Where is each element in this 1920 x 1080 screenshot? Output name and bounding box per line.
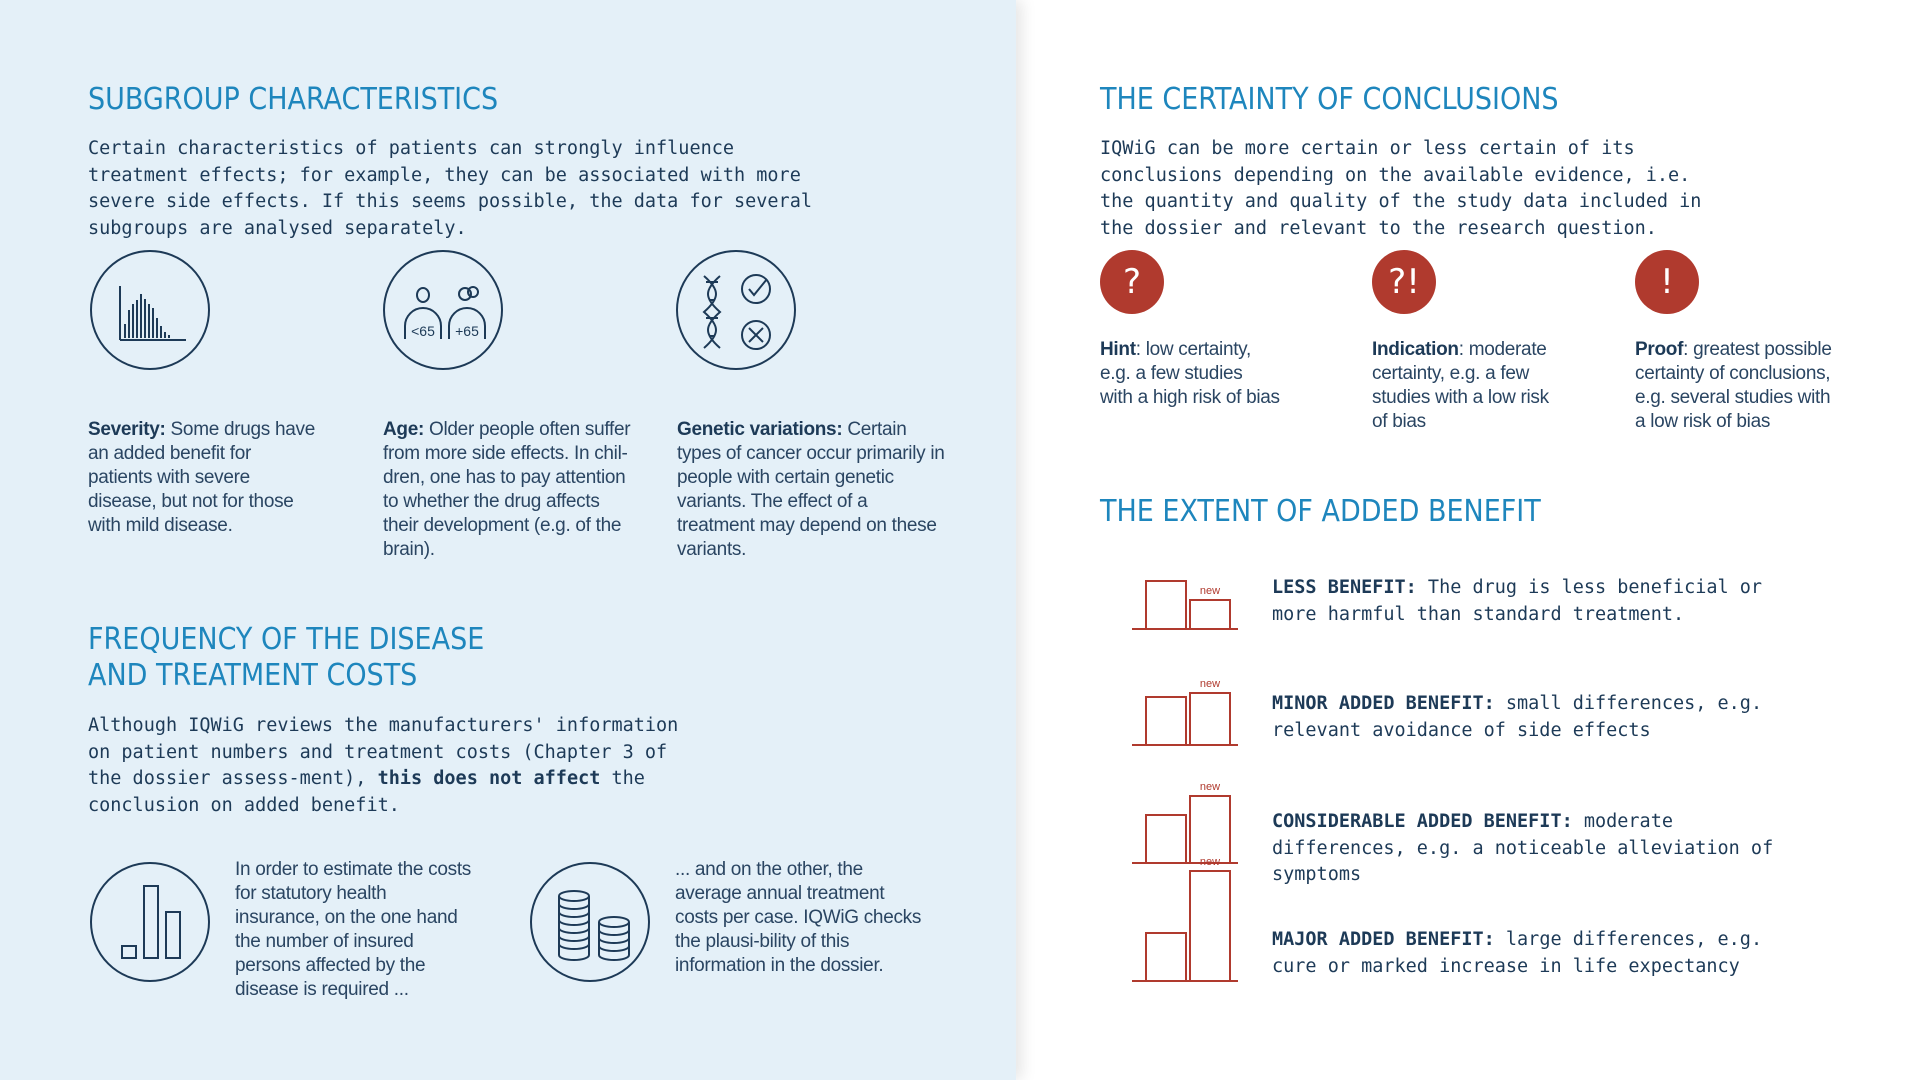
frequency-text-1: In order to estimate the costs for statutory health insurance, on the one hand the number of insured persons affected by the disease is required ... — [235, 859, 472, 1000]
frequency-title: FREQUENCY OF THE DISEASE AND TREATMENT COSTS — [88, 622, 485, 693]
subgroup-intro: Certain characteristics of patients can strongly influence treatment effects; for example, they can be associated with more severe side effects. If this seems possible, the data for several subgroups are analysed separately. — [88, 138, 812, 239]
frequency-intro: Although IQWiG reviews the manufacturers' information on patient numbers and treatment costs (Chapter 3 of the dossier assess-ment), this does not affect the conclusion on added benefit. — [88, 715, 679, 816]
dna-icon — [676, 250, 796, 370]
extent-title: THE EXTENT OF ADDED BENEFIT — [1100, 494, 1541, 529]
benefit-level-text: CONSIDERABLE ADDED BENEFIT: moderate differences, e.g. a noticeable alleviation of symptoms — [1272, 811, 1774, 885]
proof-badge-icon: ! — [1635, 250, 1699, 314]
hint-badge-icon: ? — [1100, 250, 1164, 314]
indication-text: Indication: moderate certainty, e.g. a few studies with a low risk of bias — [1372, 339, 1549, 432]
bar-histogram-icon — [90, 250, 210, 370]
svg-text:+65: +65 — [455, 323, 479, 339]
bar-chart-icon — [90, 862, 210, 982]
svg-text:<65: <65 — [411, 323, 435, 339]
benefit-level-text: MINOR ADDED BENEFIT: small differences, e.g. relevant avoidance of side effects — [1272, 693, 1763, 741]
new-label: new — [1199, 585, 1221, 597]
subgroup-title: SUBGROUP CHARACTERISTICS — [88, 82, 499, 117]
frequency-text-2: ... and on the other, the average annual treatment costs per case. IQWiG checks the plausi-bility of this information in the dossier. — [675, 859, 922, 976]
standard-bar — [1146, 933, 1186, 981]
benefit-level-text: MAJOR ADDED BENEFIT: large differences, e.g. cure or marked increase in life expectancy — [1272, 929, 1763, 977]
new-label: new — [1199, 856, 1221, 868]
genetic-text: Genetic variations: Certain types of cancer occur primarily in people with certain genetic variants. The effect of a treatment may depend on these variants. — [677, 419, 945, 560]
new-label: new — [1199, 678, 1221, 690]
age-groups-icon — [383, 250, 503, 370]
certainty-title: THE CERTAINTY OF CONCLUSIONS — [1100, 82, 1559, 117]
hint-text: Hint: low certainty, e.g. a few studies with a high risk of bias — [1100, 339, 1280, 408]
certainty-intro: IQWiG can be more certain or less certain of its conclusions depending on the available evidence, i.e. the quantity and quality of the study data included in the dossier and relevant to the research question. — [1100, 138, 1702, 239]
proof-text: Proof: greatest possible certainty of conclusions, e.g. several studies with a low risk of bias — [1635, 339, 1832, 432]
new-bar — [1190, 871, 1230, 981]
new-label: new — [1199, 781, 1221, 793]
coins-icon — [530, 862, 650, 982]
age-text: Age: Older people often suffer from more side effects. In chil-dren, one has to pay attention to whether the drug affects their development (e.g. of the brain). — [383, 419, 631, 560]
benefit-bars-icon — [1130, 845, 1240, 985]
severity-text: Severity: Some drugs have an added benefit for patients with severe disease, but not for those with mild disease. — [88, 419, 315, 536]
indication-badge-icon: ?! — [1372, 250, 1436, 314]
benefit-level-text: LESS BENEFIT: The drug is less beneficial or more harmful than standard treatment. — [1272, 577, 1763, 625]
